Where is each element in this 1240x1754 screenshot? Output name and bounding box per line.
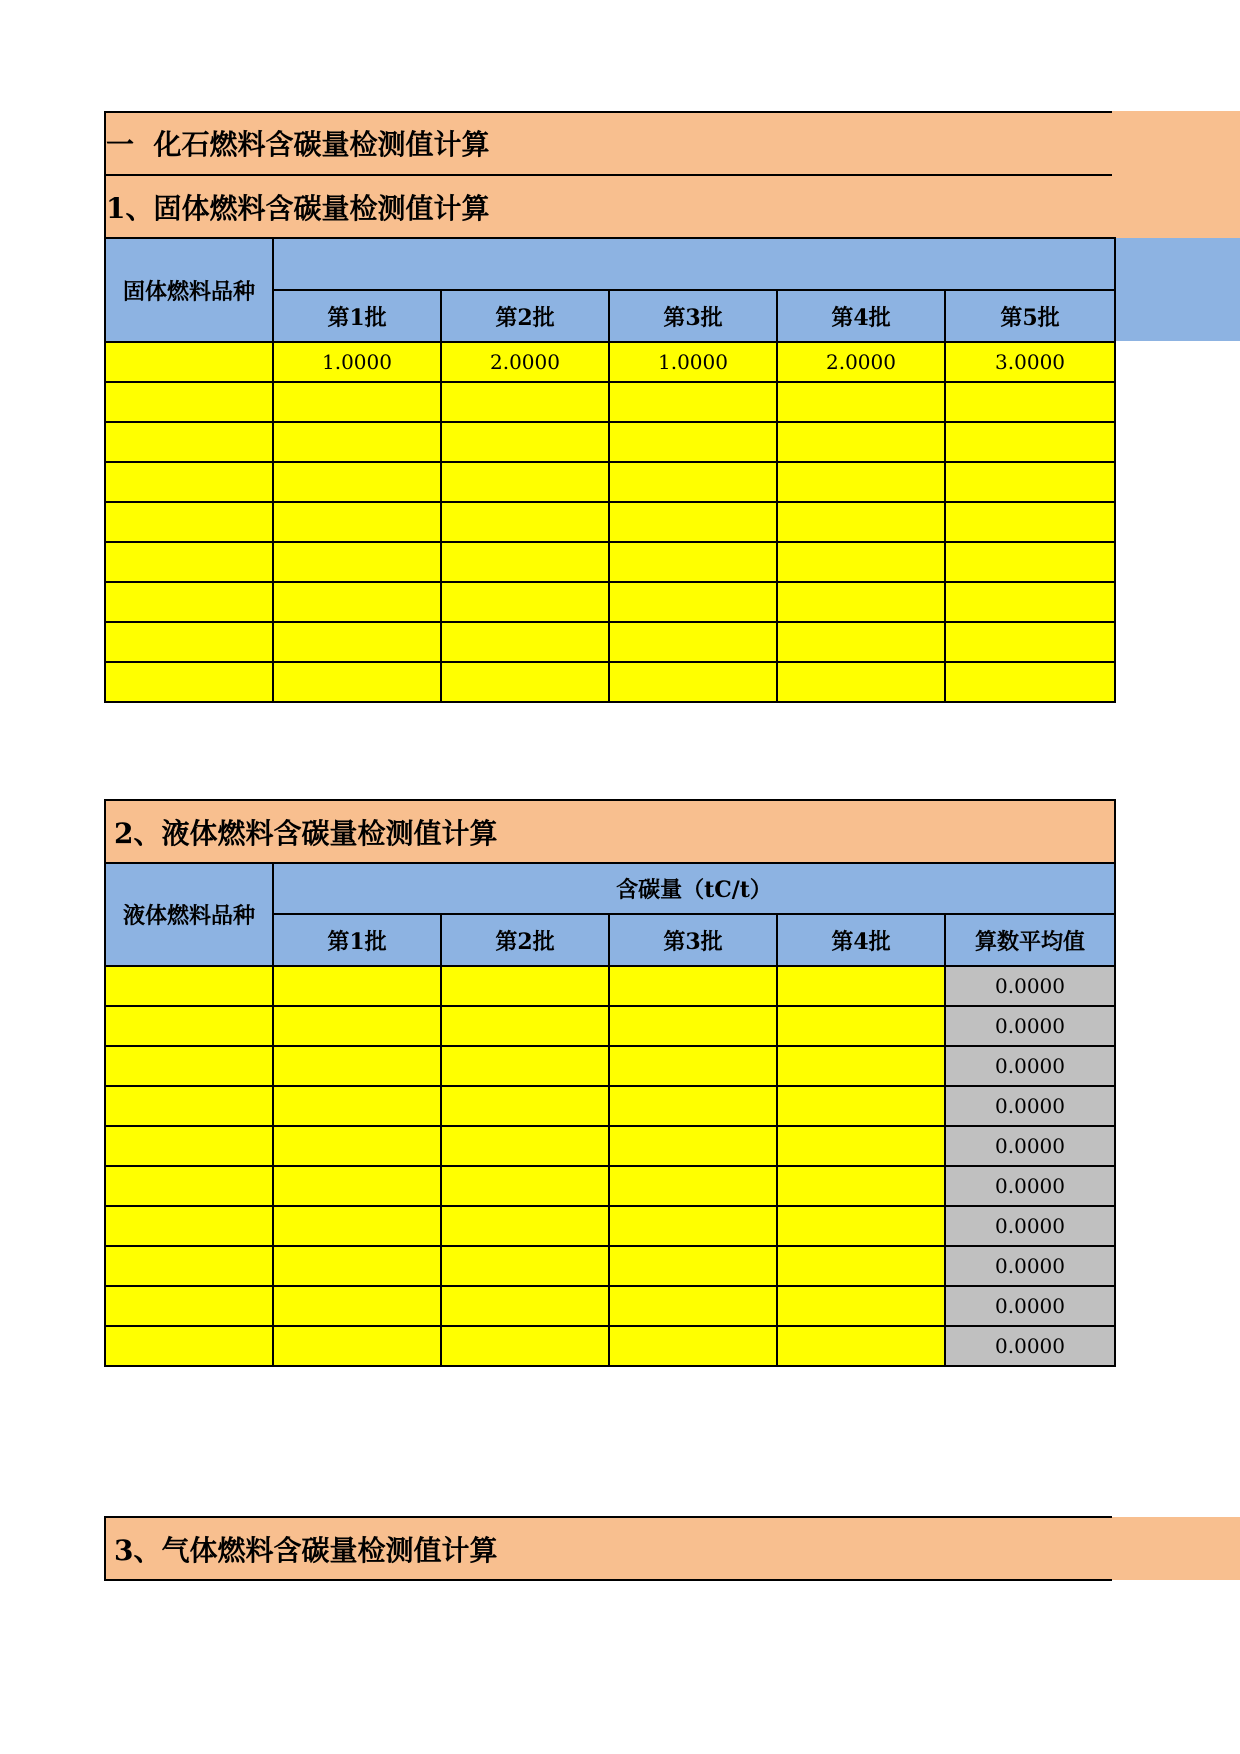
liquid-average-cell: 0.0000	[945, 1286, 1115, 1326]
liquid-batch-1-cell[interactable]	[273, 966, 441, 1006]
solid-batch-1-cell[interactable]	[273, 382, 441, 422]
liquid-batch-2-cell[interactable]	[441, 1206, 609, 1246]
liquid-batch-3-cell[interactable]	[609, 1166, 777, 1206]
liquid-average-header: 算数平均值	[945, 914, 1115, 966]
solid-batch-4-cell[interactable]	[777, 662, 945, 702]
liquid-average-cell: 0.0000	[945, 1006, 1115, 1046]
solid-batch-5-cell[interactable]	[945, 422, 1115, 462]
liquid-batch-2-header: 第2批	[441, 914, 609, 966]
solid-batch-2-header: 第2批	[441, 290, 609, 342]
liquid-variety-cell[interactable]	[105, 966, 273, 1006]
solid-batch-5-cell[interactable]: 3.0000	[945, 342, 1115, 382]
liquid-batch-2-cell[interactable]	[441, 1326, 609, 1366]
liquid-average-cell: 0.0000	[945, 1206, 1115, 1246]
liquid-batch-4-cell[interactable]	[777, 1326, 945, 1366]
solid-variety-cell[interactable]	[105, 342, 273, 382]
solid-batch-3-cell[interactable]: 1.0000	[609, 342, 777, 382]
liquid-batch-3-cell[interactable]	[609, 1286, 777, 1326]
solid-batch-2-cell[interactable]	[441, 622, 609, 662]
gas-title-band	[104, 1517, 1240, 1580]
liquid-batch-4-cell[interactable]	[777, 1206, 945, 1246]
solid-batch-2-cell[interactable]	[441, 502, 609, 542]
table-row	[105, 582, 1115, 622]
liquid-batch-3-header: 第3批	[609, 914, 777, 966]
solid-batch-1-header: 第1批	[273, 290, 441, 342]
solid-batch-3-cell[interactable]	[609, 502, 777, 542]
solid-batch-4-cell[interactable]	[777, 622, 945, 662]
solid-variety-cell[interactable]	[105, 582, 273, 622]
solid-batch-4-cell[interactable]	[777, 582, 945, 622]
solid-fuel-table	[104, 237, 1116, 703]
liquid-variety-cell[interactable]	[105, 1286, 273, 1326]
solid-batch-1-cell[interactable]	[273, 582, 441, 622]
liquid-batch-3-cell[interactable]	[609, 1006, 777, 1046]
solid-batch-3-cell[interactable]	[609, 622, 777, 662]
table-row	[105, 422, 1115, 462]
liquid-variety-cell[interactable]	[105, 1006, 273, 1046]
table-row	[105, 1086, 1115, 1126]
liquid-batch-3-cell[interactable]	[609, 1126, 777, 1166]
liquid-batch-1-cell[interactable]	[273, 1286, 441, 1326]
solid-group-header	[273, 238, 1115, 290]
liquid-batch-1-cell[interactable]	[273, 1046, 441, 1086]
liquid-batch-4-cell[interactable]	[777, 1126, 945, 1166]
liquid-section-title: 2、液体燃料含碳量检测值计算	[114, 816, 498, 850]
solid-batch-4-cell[interactable]	[777, 422, 945, 462]
liquid-batch-4-cell[interactable]	[777, 1086, 945, 1126]
liquid-batch-2-cell[interactable]	[441, 1246, 609, 1286]
solid-variety-cell[interactable]	[105, 622, 273, 662]
solid-variety-cell[interactable]	[105, 542, 273, 582]
solid-batch-5-header: 第5批	[945, 290, 1115, 342]
solid-batch-2-cell[interactable]	[441, 422, 609, 462]
table-row	[105, 1046, 1115, 1086]
table-row	[105, 622, 1115, 662]
liquid-average-cell: 0.0000	[945, 966, 1115, 1006]
solid-batch-4-cell[interactable]	[777, 462, 945, 502]
liquid-batch-2-cell[interactable]	[441, 966, 609, 1006]
solid-batch-4-cell[interactable]	[777, 382, 945, 422]
liquid-batch-1-cell[interactable]	[273, 1326, 441, 1366]
liquid-variety-cell[interactable]	[105, 1246, 273, 1286]
liquid-batch-3-cell[interactable]	[609, 1086, 777, 1126]
solid-batch-1-cell[interactable]: 1.0000	[273, 342, 441, 382]
table-row	[105, 1206, 1115, 1246]
liquid-batch-4-cell[interactable]	[777, 1006, 945, 1046]
liquid-batch-3-cell[interactable]	[609, 1326, 777, 1366]
liquid-batch-1-header: 第1批	[273, 914, 441, 966]
solid-batch-1-cell[interactable]	[273, 542, 441, 582]
table-row	[105, 662, 1115, 702]
table-row	[105, 1126, 1115, 1166]
solid-batch-2-cell[interactable]	[441, 662, 609, 702]
table-row	[105, 1326, 1115, 1366]
table-row	[105, 966, 1115, 1006]
solid-batch-1-cell[interactable]	[273, 422, 441, 462]
solid-batch-2-cell[interactable]: 2.0000	[441, 342, 609, 382]
liquid-batch-4-header: 第4批	[777, 914, 945, 966]
liquid-batch-1-cell[interactable]	[273, 1086, 441, 1126]
liquid-variety-cell[interactable]	[105, 1126, 273, 1166]
liquid-average-cell: 0.0000	[945, 1166, 1115, 1206]
liquid-batch-2-cell[interactable]	[441, 1086, 609, 1126]
solid-batch-5-cell[interactable]	[945, 462, 1115, 502]
liquid-batch-4-cell[interactable]	[777, 1166, 945, 1206]
liquid-batch-2-cell[interactable]	[441, 1286, 609, 1326]
liquid-average-cell: 0.0000	[945, 1126, 1115, 1166]
solid-batch-5-cell[interactable]	[945, 582, 1115, 622]
liquid-average-cell: 0.0000	[945, 1326, 1115, 1366]
solid-batch-3-cell[interactable]	[609, 462, 777, 502]
solid-batch-2-cell[interactable]	[441, 582, 609, 622]
liquid-batch-4-cell[interactable]	[777, 1046, 945, 1086]
solid-batch-2-cell[interactable]	[441, 382, 609, 422]
liquid-batch-2-cell[interactable]	[441, 1046, 609, 1086]
liquid-variety-header: 液体燃料品种	[105, 863, 273, 966]
solid-variety-cell[interactable]	[105, 502, 273, 542]
liquid-batch-2-cell[interactable]	[441, 1166, 609, 1206]
liquid-group-header: 含碳量（tC/t）	[273, 863, 1115, 914]
liquid-batch-1-cell[interactable]	[273, 1246, 441, 1286]
solid-variety-cell[interactable]	[105, 382, 273, 422]
solid-section-title: 1、固体燃料含碳量检测值计算	[106, 191, 490, 225]
solid-batch-3-cell[interactable]	[609, 662, 777, 702]
liquid-batch-4-cell[interactable]	[777, 966, 945, 1006]
liquid-variety-cell[interactable]	[105, 1046, 273, 1086]
liquid-batch-3-cell[interactable]	[609, 1246, 777, 1286]
solid-variety-header: 固体燃料品种	[105, 238, 273, 342]
solid-batch-3-cell[interactable]	[609, 382, 777, 422]
solid-variety-cell[interactable]	[105, 422, 273, 462]
liquid-fuel-table	[104, 799, 1116, 1367]
solid-batch-1-cell[interactable]	[273, 662, 441, 702]
liquid-variety-cell[interactable]	[105, 1326, 273, 1366]
table-row	[105, 1006, 1115, 1046]
solid-title-band	[104, 175, 1240, 238]
solid-batch-3-header: 第3批	[609, 290, 777, 342]
liquid-batch-1-cell[interactable]	[273, 1206, 441, 1246]
liquid-batch-3-cell[interactable]	[609, 1046, 777, 1086]
solid-variety-cell[interactable]	[105, 662, 273, 702]
liquid-average-cell: 0.0000	[945, 1046, 1115, 1086]
liquid-batch-2-cell[interactable]	[441, 1126, 609, 1166]
liquid-variety-cell[interactable]	[105, 1166, 273, 1206]
table-row	[105, 382, 1115, 422]
liquid-title-cell	[105, 800, 1115, 863]
solid-batch-4-cell[interactable]: 2.0000	[777, 342, 945, 382]
solid-batch-5-cell[interactable]	[945, 502, 1115, 542]
solid-batch-1-cell[interactable]	[273, 622, 441, 662]
liquid-batch-1-cell[interactable]	[273, 1006, 441, 1046]
solid-batch-2-cell[interactable]	[441, 542, 609, 582]
table-row	[105, 1166, 1115, 1206]
liquid-batch-1-cell[interactable]	[273, 1126, 441, 1166]
solid-batch-5-cell[interactable]	[945, 622, 1115, 662]
liquid-average-cell: 0.0000	[945, 1246, 1115, 1286]
solid-batch-3-cell[interactable]	[609, 542, 777, 582]
solid-batch-4-cell[interactable]	[777, 502, 945, 542]
table-row	[105, 342, 1115, 382]
solid-batch-5-cell[interactable]	[945, 662, 1115, 702]
solid-batch-1-cell[interactable]	[273, 462, 441, 502]
liquid-batch-2-cell[interactable]	[441, 1006, 609, 1046]
table-row	[105, 502, 1115, 542]
solid-batch-1-cell[interactable]	[273, 502, 441, 542]
table-row	[105, 1246, 1115, 1286]
solid-batch-2-cell[interactable]	[441, 462, 609, 502]
liquid-batch-4-cell[interactable]	[777, 1246, 945, 1286]
gas-section-title: 3、气体燃料含碳量检测值计算	[114, 1533, 498, 1567]
table-row	[105, 542, 1115, 582]
solid-batch-4-cell[interactable]	[777, 542, 945, 582]
solid-batch-4-header: 第4批	[777, 290, 945, 342]
solid-batch-5-cell[interactable]	[945, 542, 1115, 582]
table-row	[105, 462, 1115, 502]
liquid-variety-cell[interactable]	[105, 1206, 273, 1246]
liquid-batch-3-cell[interactable]	[609, 966, 777, 1006]
liquid-batch-4-cell[interactable]	[777, 1286, 945, 1326]
solid-batch-5-cell[interactable]	[945, 382, 1115, 422]
table-row	[105, 1286, 1115, 1326]
liquid-average-cell: 0.0000	[945, 1086, 1115, 1126]
solid-batch-3-cell[interactable]	[609, 422, 777, 462]
liquid-batch-1-cell[interactable]	[273, 1166, 441, 1206]
main-title-band	[104, 111, 1240, 175]
liquid-variety-cell[interactable]	[105, 1086, 273, 1126]
solid-batch-3-cell[interactable]	[609, 582, 777, 622]
solid-variety-cell[interactable]	[105, 462, 273, 502]
liquid-batch-3-cell[interactable]	[609, 1206, 777, 1246]
main-title: 一 化石燃料含碳量检测值计算	[106, 128, 490, 161]
